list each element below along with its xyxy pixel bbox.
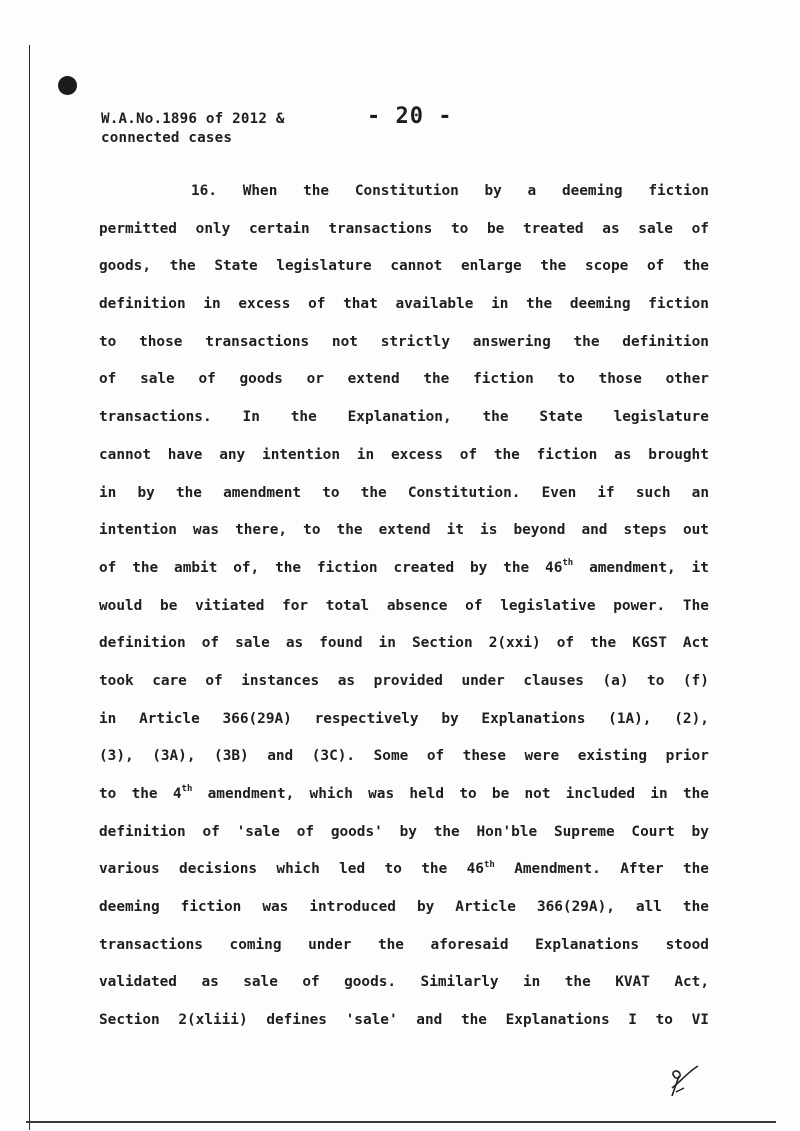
word: transactions: [328, 220, 433, 237]
word: of,: [233, 559, 260, 576]
word: The: [682, 597, 709, 614]
word: these: [462, 748, 506, 765]
word: in: [491, 296, 509, 313]
word: of: [296, 823, 315, 840]
word: sale: [243, 974, 278, 991]
word: found: [319, 635, 363, 652]
word: amendment: [223, 484, 302, 501]
word: by: [137, 484, 155, 501]
word: the: [682, 786, 709, 802]
word: aforesaid: [430, 936, 509, 953]
word: defines: [266, 1012, 327, 1029]
word: the: [275, 559, 302, 576]
initials-signature-mark: [666, 1062, 702, 1102]
word: there,: [235, 522, 288, 539]
word: under: [461, 672, 505, 689]
word: the: [540, 258, 567, 275]
word: Article: [455, 899, 516, 916]
word: sale: [235, 635, 270, 652]
word: definition: [99, 296, 186, 313]
text-line: [99, 701, 709, 739]
word: provided: [373, 672, 443, 689]
word: was: [368, 786, 395, 802]
word: fiction: [180, 899, 242, 916]
text-line: [99, 663, 709, 701]
word: 4th: [172, 784, 193, 802]
word: care: [152, 672, 187, 689]
word: KGST: [632, 635, 667, 652]
word: in: [378, 635, 396, 652]
word: as: [614, 446, 632, 463]
text-line: [99, 814, 709, 852]
word: respectively: [314, 710, 419, 727]
word: Supreme: [553, 823, 615, 840]
word: amendment,: [207, 786, 295, 802]
word: such: [635, 484, 671, 501]
word: of: [646, 258, 665, 275]
word: to: [99, 786, 117, 802]
word: not: [524, 786, 551, 802]
word: to: [655, 1012, 673, 1029]
word: to: [322, 484, 340, 501]
word: of: [426, 748, 445, 765]
word: brought: [648, 446, 709, 463]
word: introduced: [309, 899, 396, 916]
word: legislative: [500, 597, 596, 614]
word: the: [573, 333, 600, 350]
word: (a): [602, 672, 629, 689]
word: treated: [522, 220, 584, 237]
text-line: [99, 1002, 709, 1040]
word: as: [201, 974, 219, 991]
word: Constitution.: [407, 484, 521, 501]
word: scope: [584, 258, 629, 275]
word: fiction: [473, 371, 534, 388]
word: and: [267, 748, 294, 765]
word: be: [486, 220, 505, 237]
word: 'sale: [236, 823, 280, 840]
word: intention: [262, 446, 341, 463]
word: Even: [541, 484, 577, 501]
word: (f): [682, 672, 709, 689]
word: the: [131, 786, 158, 802]
word: goods: [239, 371, 283, 388]
word: the: [290, 409, 317, 426]
word: the: [421, 861, 448, 878]
word: a: [527, 183, 537, 199]
word: any: [219, 446, 246, 463]
word: the: [132, 559, 159, 576]
case-reference: [101, 110, 285, 148]
word: in: [203, 296, 221, 313]
word: steps: [623, 522, 667, 539]
word: the: [423, 371, 450, 388]
word: only: [195, 220, 231, 237]
word: the: [303, 183, 330, 199]
word: Explanations: [535, 936, 640, 953]
text-line: [99, 399, 709, 437]
word: to: [450, 220, 469, 237]
word: legislature: [276, 258, 372, 275]
word: to: [99, 333, 117, 350]
word: excess: [390, 446, 443, 463]
word: of: [99, 559, 117, 576]
word: (3B): [214, 748, 249, 765]
word: fiction: [648, 296, 709, 313]
word: would: [99, 597, 143, 614]
word: definition: [99, 635, 186, 652]
word: of: [201, 635, 220, 652]
word: the: [433, 823, 460, 840]
text-line: [99, 324, 709, 362]
word: transactions: [99, 936, 203, 953]
word: instances: [241, 672, 320, 689]
word: cannot: [390, 258, 443, 275]
word: of: [556, 635, 575, 652]
word: Court: [631, 823, 675, 840]
word: transactions: [205, 333, 310, 350]
word: fiction: [316, 559, 378, 576]
word: of: [308, 296, 326, 313]
word: strictly: [380, 333, 450, 350]
word: that: [343, 296, 378, 313]
word: (3),: [99, 748, 134, 765]
word: in: [99, 484, 117, 501]
word: excess: [238, 296, 291, 313]
text-line: [99, 248, 709, 286]
word: amendment,: [589, 559, 676, 576]
word: of: [99, 371, 117, 388]
word: deeming: [561, 183, 623, 199]
word: the: [360, 484, 387, 501]
word: to: [459, 786, 477, 802]
word: prior: [665, 748, 709, 765]
word: absence: [386, 597, 448, 614]
text-line: [99, 437, 709, 475]
ordinal-superscript: th: [483, 859, 495, 870]
word: or: [306, 371, 324, 388]
punch-hole-mark: [58, 76, 77, 95]
word: deeming: [99, 899, 160, 916]
word: was: [193, 522, 220, 539]
text-line: [99, 361, 709, 399]
word: in: [650, 786, 668, 802]
word: extend: [378, 522, 431, 539]
word: of: [202, 823, 220, 840]
text-line: [99, 173, 709, 211]
word: it: [446, 522, 464, 539]
word: the: [526, 296, 553, 313]
word: by: [441, 710, 459, 727]
word: have: [167, 446, 203, 463]
word: those: [139, 333, 183, 350]
bottom-rule: [26, 1121, 776, 1123]
word: included: [565, 786, 636, 802]
word: the: [590, 635, 617, 652]
text-line: [99, 889, 709, 927]
word: goods': [330, 823, 383, 840]
word: certain: [248, 220, 310, 237]
word: deeming: [569, 296, 631, 313]
word: those: [598, 371, 642, 388]
word: total: [325, 597, 370, 614]
word: of: [198, 371, 216, 388]
case-number: W.A.No.1896 of 2012 &: [101, 111, 285, 127]
word: the: [169, 258, 196, 275]
word: transactions.: [99, 409, 212, 426]
word: in: [99, 710, 117, 727]
word: power.: [613, 597, 666, 614]
word: definition: [99, 823, 186, 840]
word: enlarge: [460, 258, 522, 275]
text-line: [99, 475, 709, 513]
word: in: [522, 974, 541, 991]
word: 'sale': [345, 1012, 398, 1029]
word: the: [460, 1012, 487, 1029]
word: 366(29A): [222, 710, 292, 727]
word: 2(xliii): [178, 1012, 248, 1029]
word: of: [459, 446, 478, 463]
page-number: - 20 -: [367, 104, 453, 129]
text-line: [99, 851, 709, 889]
word: took: [99, 672, 134, 689]
word: by: [484, 183, 502, 199]
text-line: [99, 512, 709, 550]
word: validated: [99, 974, 177, 991]
text-line: [99, 964, 709, 1002]
word: other: [665, 371, 709, 388]
word: (2),: [674, 710, 709, 727]
word: the: [493, 446, 520, 463]
word: be: [160, 597, 178, 614]
word: as: [337, 672, 356, 689]
word: answering: [472, 333, 551, 350]
word: intention: [99, 522, 177, 539]
word: Explanation,: [347, 409, 452, 426]
word: 46th: [466, 859, 495, 878]
word: Similarly: [420, 974, 499, 991]
word: in: [356, 446, 375, 463]
ordinal-superscript: th: [562, 558, 574, 569]
word: by: [416, 899, 435, 916]
word: ambit: [174, 559, 218, 576]
word: by: [691, 823, 709, 840]
word: the: [377, 936, 404, 953]
word: definition: [622, 333, 709, 350]
word: the: [175, 484, 202, 501]
word: State: [214, 258, 258, 275]
word: goods.: [344, 974, 397, 991]
word: which: [276, 861, 320, 878]
margin-rule: [29, 45, 30, 1130]
word: (3C).: [311, 748, 356, 765]
word: the: [564, 974, 591, 991]
word: (3A),: [152, 748, 196, 765]
word: When: [242, 183, 278, 199]
word: to: [384, 861, 402, 878]
word: sale: [638, 220, 673, 237]
word: was: [262, 899, 289, 916]
word: out: [682, 522, 709, 539]
word: Section: [411, 635, 473, 652]
word: sale: [140, 371, 175, 388]
word: I: [628, 1012, 637, 1029]
word: KVAT: [615, 974, 650, 991]
word: by: [469, 559, 488, 576]
word: Section: [99, 1012, 160, 1029]
word: the: [336, 522, 363, 539]
word: (1A),: [608, 710, 652, 727]
word: held: [409, 786, 445, 802]
word: of: [302, 974, 320, 991]
word: coming: [229, 936, 282, 953]
word: Explanations: [481, 710, 586, 727]
word: State: [539, 409, 583, 426]
word: vitiated: [195, 597, 265, 614]
word: clauses: [523, 672, 584, 689]
word: the: [682, 899, 709, 916]
word: if: [597, 484, 615, 501]
word: the: [682, 258, 709, 275]
word: cannot: [99, 446, 151, 463]
word: led: [339, 861, 366, 878]
word: Explanations: [505, 1012, 610, 1029]
word: and: [416, 1012, 443, 1029]
text-line: [99, 927, 709, 965]
word: the: [682, 861, 709, 878]
word: the: [482, 409, 509, 426]
word: under: [308, 936, 352, 953]
text-line: [99, 211, 709, 249]
word: for: [282, 597, 309, 614]
word: by: [399, 823, 417, 840]
word: to: [557, 371, 575, 388]
judgment-paragraph: [99, 173, 709, 1040]
word: Act,: [674, 974, 709, 991]
word: fiction: [648, 183, 709, 199]
word: fiction: [536, 446, 598, 463]
word: Amendment.: [514, 861, 601, 878]
text-line: [99, 286, 709, 324]
word: VI: [691, 1012, 709, 1029]
word: 366(29A),: [536, 899, 615, 916]
ordinal-superscript: th: [181, 784, 193, 795]
word: beyond: [513, 522, 566, 539]
word: 16.: [191, 183, 217, 199]
word: created: [393, 559, 455, 576]
word: decisions: [179, 861, 258, 878]
word: as: [602, 220, 620, 237]
word: which: [309, 786, 353, 802]
word: Article: [139, 710, 200, 727]
word: of: [465, 597, 483, 614]
text-line: [99, 550, 709, 588]
text-line: [99, 625, 709, 663]
word: to: [303, 522, 321, 539]
text-line: [99, 738, 709, 776]
word: as: [285, 635, 304, 652]
word: stood: [665, 936, 709, 953]
word: Act: [682, 635, 709, 652]
text-line: [99, 588, 709, 626]
word: various: [99, 861, 160, 878]
word: be: [491, 786, 510, 802]
word: all: [635, 899, 662, 916]
word: of: [205, 672, 223, 689]
word: After: [620, 861, 664, 878]
word: and: [581, 522, 608, 539]
word: available: [395, 296, 474, 313]
word: 2(xxi): [488, 635, 541, 652]
word: goods,: [99, 258, 151, 275]
word: the: [503, 559, 530, 576]
word: it: [691, 559, 709, 576]
word: 46th: [545, 558, 574, 576]
word: extend: [347, 371, 400, 388]
word: Hon'ble: [476, 823, 538, 840]
word: an: [691, 484, 709, 501]
word: Some: [373, 748, 409, 765]
case-subtitle: connected cases: [101, 130, 233, 146]
word: In: [242, 409, 260, 426]
word: is: [480, 522, 498, 539]
text-line: [99, 776, 709, 814]
word: of: [691, 220, 709, 237]
word: to: [647, 672, 665, 689]
word: were: [524, 748, 560, 765]
word: Constitution: [354, 183, 459, 199]
word: legislature: [613, 409, 709, 426]
word: existing: [577, 748, 648, 765]
word: permitted: [99, 220, 177, 237]
word: not: [331, 333, 358, 350]
